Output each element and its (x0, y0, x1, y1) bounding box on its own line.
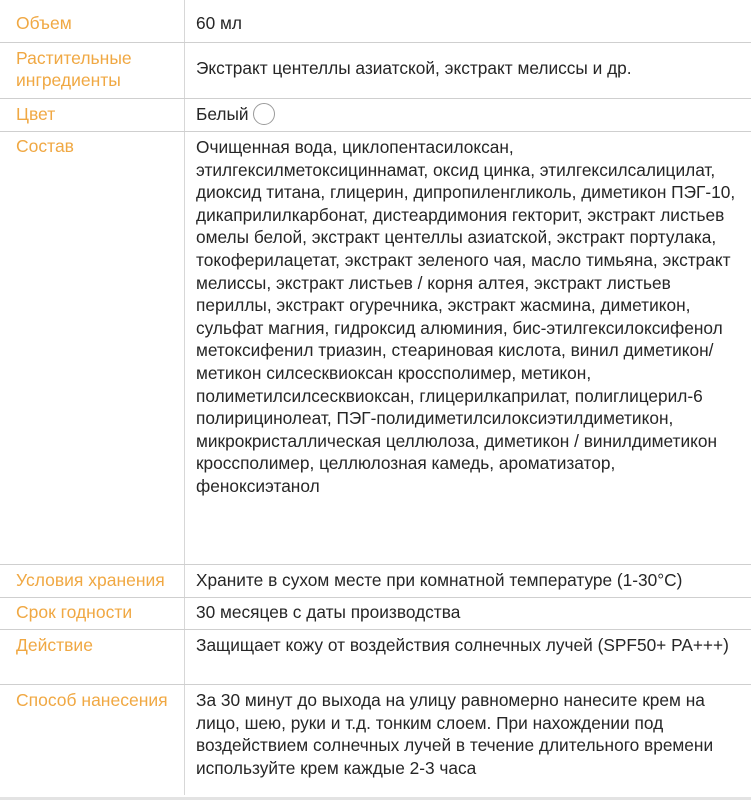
spec-value: Белый (196, 104, 249, 124)
spec-value: Храните в сухом месте при комнатной температуре (1-30°C) (196, 570, 683, 590)
column-divider (184, 43, 185, 98)
spec-value: 60 мл (196, 13, 242, 33)
column-divider (184, 99, 185, 131)
spec-row-volume (0, 0, 751, 43)
spec-label: Условия хранения (16, 570, 165, 590)
spec-label: Способ нанесения (16, 690, 168, 710)
spec-label: Объем (16, 13, 72, 33)
column-divider (184, 565, 185, 597)
spec-value: Очищенная вода, циклопентасилоксан, этилгексилметоксициннамат, оксид цинка, этилгексилсалицилат, диоксид титана, глицерин, дипропиленгликоль, диметикон ПЭГ-10, дикаприлилкарбонат, дистеардимония гекторит, экстракт листьев омелы белой, экстракт центеллы азиатской, экстракт портулака, токоферилацетат, экстракт зеленого чая, масло тимьяна, экстракт мелиссы, экстракт листьев / корня алтея, экстракт листьев периллы, экстракт огуречника, экстракт жасмина, диметикон, сульфат магния, гидроксид алюминия, бис-этилгексилоксифенол метоксифенил триазин, стеариновая кислота, винил диметикон/метикон силсесквиоксан кроссполимер, метикон, полиметилсилсесквиоксан, глицерилкаприлат, полиглицерил-6 полирицинолеат, ПЭГ-полидиметилсилоксиэтилдиметикон, микрокристаллическая целлюлоза, диметикон / винилдиметикон кроссполимер, целлюлозная камедь, ароматизатор, феноксиэтанол (196, 137, 736, 496)
column-divider (184, 598, 185, 629)
spec-row-storage (0, 565, 751, 598)
spec-row-shelf-life (0, 598, 751, 630)
spec-row-application (0, 685, 751, 795)
spec-row-color (0, 99, 751, 132)
column-divider (184, 132, 185, 564)
spec-value: Защищает кожу от воздействия солнечных лучей (SPF50+ PA+++) (196, 635, 729, 655)
column-divider (184, 0, 185, 42)
spec-value: Экстракт центеллы азиатской, экстракт мелиссы и др. (196, 58, 632, 78)
column-divider (184, 630, 185, 684)
spec-label: Срок годности (16, 602, 133, 622)
spec-label: Растительные ингредиенты (16, 48, 132, 90)
spec-label: Состав (16, 136, 74, 156)
spec-label: Цвет (16, 104, 56, 124)
spec-value: За 30 минут до выхода на улицу равномерно нанесите крем на лицо, шею, руки и т.д. тонким слоем. При нахождении под воздействием солнечных лучей в течение длительного времени используйте крем каждые 2-3 часа (196, 690, 714, 778)
color-swatch (253, 103, 275, 125)
spec-row-composition (0, 132, 751, 565)
column-divider (184, 685, 185, 795)
spec-value-wrap (196, 103, 742, 126)
spec-row-action (0, 630, 751, 685)
spec-label: Действие (16, 635, 93, 655)
spec-row-herbal-ingredients (0, 43, 751, 99)
spec-value: 30 месяцев с даты производства (196, 602, 461, 622)
